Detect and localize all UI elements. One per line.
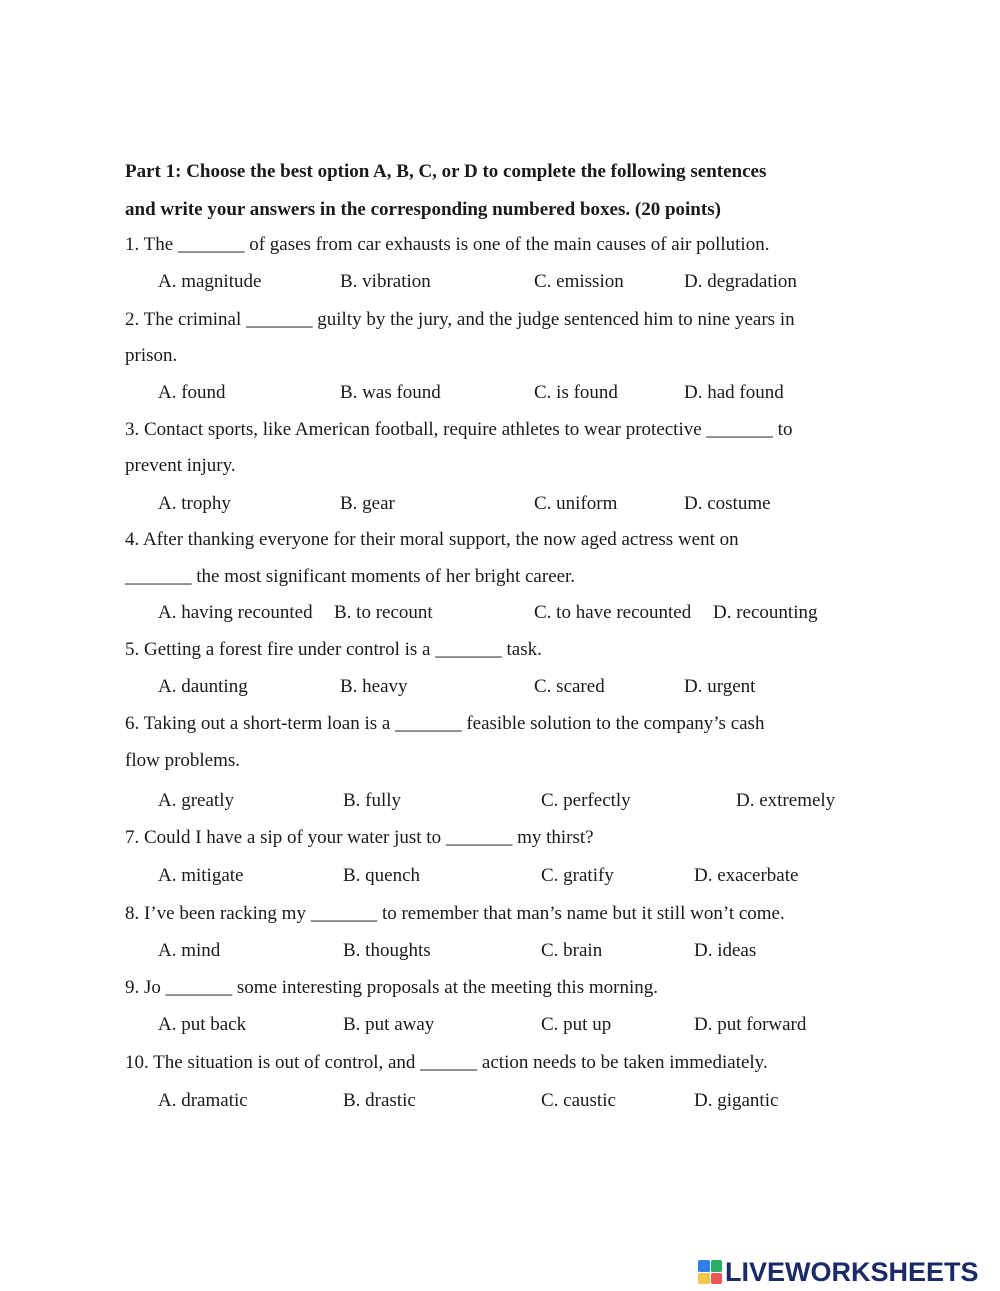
question-1-text: 1. The _______ of gases from car exhausts is one of the main causes of air pollution. (125, 234, 770, 255)
question-10-option-a: A. dramatic (158, 1090, 248, 1111)
question-10-text: 10. The situation is out of control, and ______ action needs to be taken immediately. (125, 1052, 768, 1073)
question-3-text: 3. Contact sports, like American football, require athletes to wear protective _______ to (125, 419, 793, 440)
question-5-option-b: B. heavy (340, 676, 408, 697)
question-6-text-cont: flow problems. (125, 750, 241, 771)
question-5-text: 5. Getting a forest fire under control is a _______ task. (125, 639, 542, 660)
question-2-option-b: B. was found (340, 382, 441, 403)
question-5-option-c: C. scared (534, 676, 605, 697)
question-1-option-b: B. vibration (340, 271, 431, 292)
logo-square-red (711, 1273, 723, 1285)
question-2-option-c: C. is found (534, 382, 618, 403)
question-1-option-c: C. emission (534, 271, 624, 292)
question-2-option-d: D. had found (684, 382, 784, 403)
question-4-option-b: B. to recount (334, 602, 433, 623)
question-9-option-d: D. put forward (694, 1014, 807, 1035)
question-10-option-c: C. caustic (541, 1090, 616, 1111)
logo-square-yellow (698, 1273, 710, 1285)
question-1-option-a: A. magnitude (158, 271, 262, 292)
question-6-option-c: C. perfectly (541, 790, 631, 811)
question-9-option-a: A. put back (158, 1014, 247, 1035)
question-6-option-b: B. fully (343, 790, 402, 811)
logo-square-blue (698, 1260, 710, 1272)
question-3-option-a: A. trophy (158, 493, 231, 514)
question-5-option-a: A. daunting (158, 676, 248, 697)
question-4-option-d: D. recounting (713, 602, 818, 623)
liveworksheets-brand: LIVEWORKSHEETS (725, 1256, 979, 1287)
question-8-option-c: C. brain (541, 940, 603, 961)
question-8-option-d: D. ideas (694, 940, 757, 961)
question-7-option-b: B. quench (343, 865, 421, 886)
question-6-option-a: A. greatly (158, 790, 234, 811)
question-8-text: 8. I’ve been racking my _______ to remember that man’s name but it still won’t come. (125, 903, 785, 924)
instructions-line-2: and write your answers in the corresponding numbered boxes. (20 points) (125, 199, 721, 220)
question-9-text: 9. Jo _______ some interesting proposals at the meeting this morning. (125, 977, 658, 998)
liveworksheets-logo (698, 1257, 979, 1287)
logo-square-green (711, 1260, 723, 1272)
question-1-option-d: D. degradation (684, 271, 797, 292)
liveworksheets-logo-icon (698, 1260, 722, 1284)
instructions-line-1: Part 1: Choose the best option A, B, C, or D to complete the following sentences (125, 161, 767, 182)
question-4-option-c: C. to have recounted (534, 602, 692, 623)
question-7-option-c: C. gratify (541, 865, 614, 886)
question-6-option-d: D. extremely (736, 790, 836, 811)
question-8-option-b: B. thoughts (343, 940, 431, 961)
question-5-option-d: D. urgent (684, 676, 756, 697)
question-2-text-cont: prison. (125, 345, 178, 366)
question-3-option-b: B. gear (340, 493, 395, 514)
question-3-text-cont: prevent injury. (125, 455, 236, 476)
question-7-option-a: A. mitigate (158, 865, 244, 886)
question-2-option-a: A. found (158, 382, 226, 403)
question-10-option-b: B. drastic (343, 1090, 416, 1111)
question-8-option-a: A. mind (158, 940, 221, 961)
question-6-text: 6. Taking out a short-term loan is a _______ feasible solution to the company’s cash (125, 713, 765, 734)
question-4-option-a: A. having recounted (158, 602, 313, 623)
question-4-text: 4. After thanking everyone for their moral support, the now aged actress went on (125, 529, 739, 550)
question-10-option-d: D. gigantic (694, 1090, 779, 1111)
question-3-option-d: D. costume (684, 493, 771, 514)
question-9-option-b: B. put away (343, 1014, 435, 1035)
question-3-option-c: C. uniform (534, 493, 618, 514)
question-7-option-d: D. exacerbate (694, 865, 799, 886)
question-7-text: 7. Could I have a sip of your water just to _______ my thirst? (125, 827, 594, 848)
question-2-text: 2. The criminal _______ guilty by the jury, and the judge sentenced him to nine years in (125, 309, 795, 330)
question-9-option-c: C. put up (541, 1014, 612, 1035)
question-4-text-cont: _______ the most significant moments of her bright career. (125, 566, 576, 587)
